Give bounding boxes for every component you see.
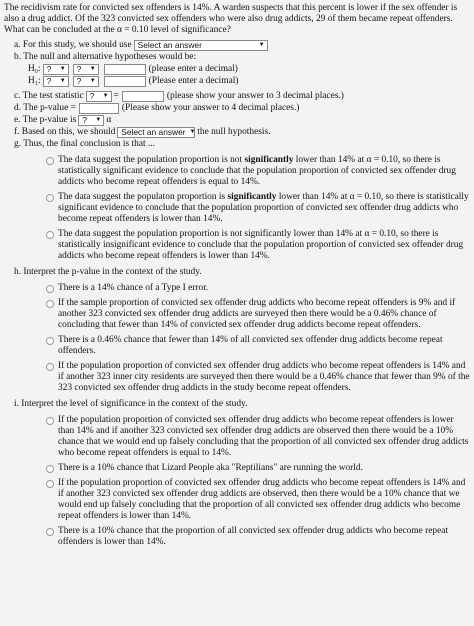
test-statistic-value: ? bbox=[89, 90, 95, 101]
radio-button[interactable] bbox=[46, 194, 54, 202]
part-a-row bbox=[4, 39, 470, 51]
p-value-input[interactable] bbox=[79, 103, 119, 114]
test-statistic-select[interactable] bbox=[86, 91, 112, 102]
significance-option-3[interactable] bbox=[46, 478, 470, 522]
option-emphasis: significantly bbox=[244, 155, 294, 165]
part-d-row bbox=[4, 102, 470, 114]
radio-button[interactable] bbox=[46, 417, 54, 425]
part-e-label: e. The p-value is bbox=[14, 114, 77, 125]
chevron-down-icon: ▼ bbox=[59, 65, 66, 72]
significance-option-2[interactable] bbox=[46, 463, 470, 474]
option-text: lower than 14% at α = 0.10, so there is statistically significant evidence to conclude that the population proportion of convicted sex offender drug addicts who become repeat offenders is lower than 14%. bbox=[58, 192, 469, 224]
option-text: There is a 14% chance of a Type I error. bbox=[58, 283, 209, 293]
h1-operator-value: ? bbox=[76, 75, 82, 86]
part-i-label: i. Interpret the level of significance in the context of the study. bbox=[14, 398, 248, 409]
part-f-row bbox=[4, 126, 470, 138]
chevron-down-icon: ▼ bbox=[95, 116, 102, 123]
chevron-down-icon: ▼ bbox=[89, 77, 96, 84]
part-e-row bbox=[4, 114, 470, 126]
conclusion-option-1[interactable] bbox=[46, 155, 470, 188]
radio-button[interactable] bbox=[46, 528, 54, 536]
h0-row bbox=[4, 63, 470, 75]
part-d-hint: (Please show your answer to 4 decimal places.) bbox=[121, 102, 300, 113]
test-statistic-input[interactable] bbox=[122, 91, 164, 102]
p-value-option-2[interactable] bbox=[46, 298, 470, 331]
p-value-option-3[interactable] bbox=[46, 335, 470, 357]
problem-statement: The recidivism rate for convicted sex offenders is 14%. A warden suspects that this percent is lower if the sex offender is also a drug addict. Of the 323 convicted sex offenders who were also drug addicts, 29 of them became repeat offenders. What can be concluded at the α = 0.10 level of significance? bbox=[4, 3, 458, 35]
h1-operator-select[interactable] bbox=[73, 76, 99, 87]
chevron-down-icon: ▼ bbox=[59, 77, 66, 84]
part-f-label: f. Based on this, we should bbox=[14, 126, 116, 137]
option-text: The data suggest the population proportion is not bbox=[58, 155, 245, 165]
option-text: There is a 0.46% chance that fewer than 14% of all convicted sex offender drug addicts become repeat offenders. bbox=[58, 335, 443, 356]
h1-label: H₁: bbox=[28, 75, 41, 86]
h0-value-input[interactable] bbox=[104, 64, 146, 75]
h1-parameter-select[interactable] bbox=[43, 76, 69, 87]
part-f-suffix: the null hypothesis. bbox=[197, 126, 271, 137]
radio-button[interactable] bbox=[46, 231, 54, 239]
radio-button[interactable] bbox=[46, 465, 54, 473]
h0-label: H₀: bbox=[28, 63, 41, 74]
h0-parameter-select[interactable] bbox=[43, 64, 69, 75]
part-h-label: h. Interpret the p-value in the context of the study. bbox=[14, 266, 202, 277]
p-value-comparison-value: ? bbox=[82, 114, 87, 125]
h0-hint: (please enter a decimal) bbox=[148, 63, 238, 74]
option-text: The data suggest the populaton proportion is bbox=[58, 192, 228, 202]
option-text: If the sample proportion of convicted sex offender drug addicts who become repeat offenders is 9% and if another 323 convicted sex offender drug addicts are surveyed then there would be a 0.46% chance of concluding that fewer than 14% of convicted sex offender drug addicts become repeat offenders. bbox=[58, 298, 456, 330]
h1-hint: (Please enter a decimal) bbox=[148, 75, 239, 86]
h1-parameter-value: ? bbox=[46, 75, 52, 86]
part-a-label: a. For this study, we should use bbox=[14, 39, 132, 50]
significance-option-1[interactable] bbox=[46, 415, 470, 459]
test-type-select[interactable] bbox=[134, 40, 268, 51]
radio-button[interactable] bbox=[46, 337, 54, 345]
chevron-down-icon: ▼ bbox=[189, 128, 196, 135]
equals-sign: = bbox=[113, 90, 119, 101]
conclusion-option-2[interactable] bbox=[46, 192, 470, 225]
option-text: If the population proportion of convicted sex offender drug addicts who become repeat offenders is 14% and if another 323 inner city residents are surveyed then there would be a 0.46% chance that fewer than 9% of the 323 convicted sex offender drug addicts in the study become repeat offenders. bbox=[58, 361, 470, 393]
decision-select-value: Select an answer bbox=[121, 126, 186, 137]
alpha-symbol: α bbox=[106, 114, 112, 125]
part-d-label: d. The p-value = bbox=[14, 102, 76, 113]
h1-value-input[interactable] bbox=[104, 76, 146, 87]
part-c-label: c. The test statistic bbox=[14, 90, 84, 101]
option-text: There is a 10% chance that the proportion of all convicted sex offender drug addicts who become repeat offenders is lower than 14%. bbox=[58, 526, 449, 547]
decision-select[interactable] bbox=[117, 127, 195, 138]
p-value-option-1[interactable] bbox=[46, 283, 470, 294]
p-value-comparison-select[interactable] bbox=[78, 115, 104, 126]
radio-button[interactable] bbox=[46, 480, 54, 488]
option-text: If the population proportion of convicted sex offender drug addicts who become repeat offenders is lower than 14% and if another 323 convicted sex offender drug addicts are observed then there would be a 10% chance that we would end up falsely concluding that the proportion of all convicted sex offender drug addicts who become repeat offenders is equal to 14%. bbox=[58, 415, 469, 458]
part-c-hint: (please show your answer to 3 decimal places.) bbox=[166, 90, 344, 101]
option-text: lower than 14% at α = 0.10, so there is statistically significant evidence to conclude that the population proportion of convicted sex offender drug addicts who become repeat offenders is equal to 14%. bbox=[58, 155, 456, 187]
chevron-down-icon: ▼ bbox=[258, 41, 265, 48]
conclusion-option-3[interactable] bbox=[46, 229, 470, 262]
option-text: There is a 10% chance that Lizard People aka "Reptilians" are running the world. bbox=[58, 463, 363, 473]
option-emphasis: significantly bbox=[227, 192, 277, 202]
option-text: If the population proportion of convicted sex offender drug addicts who become repeat offenders is 14% and if another 323 convicted sex offender drug addicts are observed, then there would be a 10% chance that we would end up falsely concluding that the proportion of all convicted sex offender drug addicts who become repeat offenders is lower than 14%. bbox=[58, 478, 466, 521]
h0-operator-value: ? bbox=[76, 63, 82, 74]
part-g-label: g. Thus, the final conclusion is that ... bbox=[14, 138, 155, 149]
radio-button[interactable] bbox=[46, 300, 54, 308]
p-value-option-4[interactable] bbox=[46, 361, 470, 394]
part-b-label: b. The null and alternative hypotheses would be: bbox=[14, 51, 197, 62]
part-c-row bbox=[4, 90, 470, 102]
radio-button[interactable] bbox=[46, 363, 54, 371]
h0-parameter-value: ? bbox=[46, 63, 52, 74]
radio-button[interactable] bbox=[46, 157, 54, 165]
radio-button[interactable] bbox=[46, 285, 54, 293]
h0-operator-select[interactable] bbox=[73, 64, 99, 75]
test-type-select-value: Select an answer bbox=[137, 39, 202, 50]
option-text: The data suggest the population proportion is not significantly lower than 14% at α = 0.10, so there is statistically insignificant evidence to conclude that the population proportion of convicted sex offender drug addicts who become repeat offenders is lower than 14%. bbox=[58, 229, 464, 261]
significance-option-4[interactable] bbox=[46, 526, 470, 548]
chevron-down-icon: ▼ bbox=[102, 92, 109, 99]
chevron-down-icon: ▼ bbox=[89, 65, 96, 72]
h1-row bbox=[4, 75, 470, 87]
